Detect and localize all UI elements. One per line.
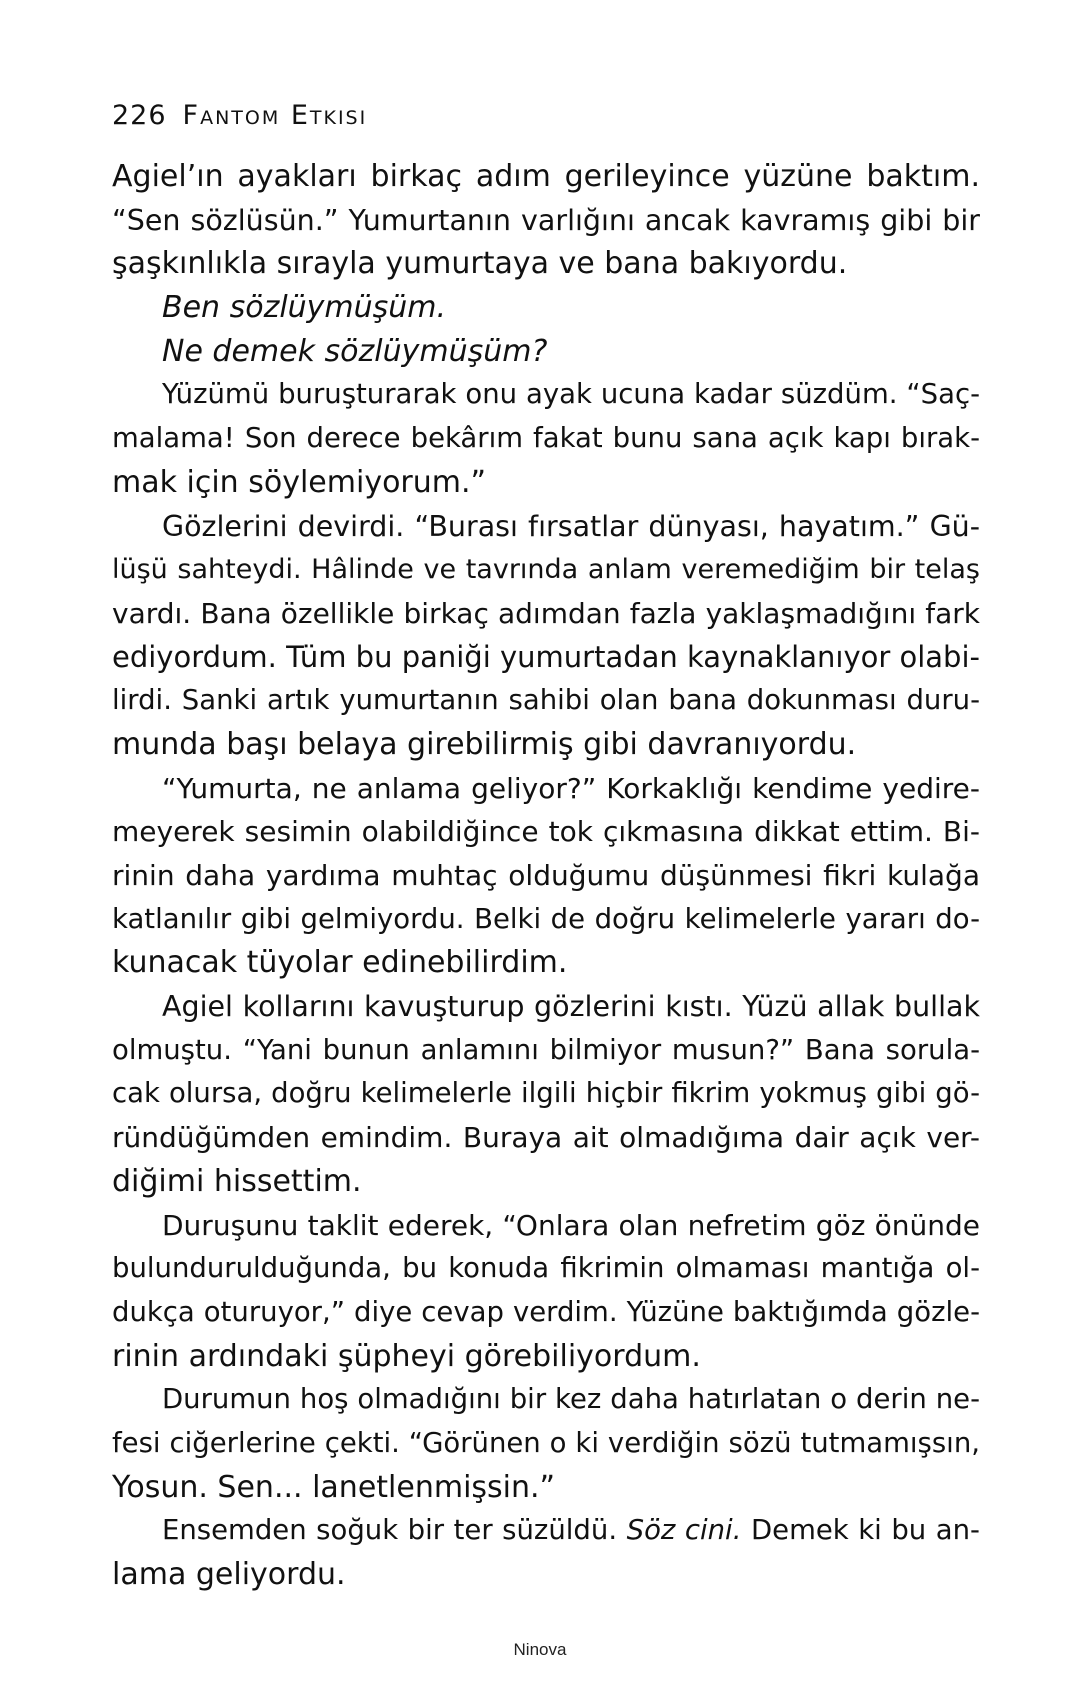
text-line: “Sen sözlüsün.” Yumurtanın varlığını ancak kavramış gibi bir: [112, 203, 980, 237]
text-line: Yosun. Sen... lanetlenmişsin.”: [112, 1469, 556, 1505]
text-line: rinin daha yardıma muhtaç olduğumu düşünmesi fikri kulağa: [112, 859, 980, 892]
text-line: rinin ardındaki şüpheyi görebiliyordum.: [112, 1338, 701, 1374]
book-title: Fantom Etkisi: [182, 100, 368, 131]
text-line: katlanılır gibi gelmiyordu. Belki de doğru kelimelerle yararı do-: [112, 902, 980, 935]
text-line: lüşü sahteydi. Hâlinde ve tavrında anlam veremediğim bir telaş: [112, 554, 980, 586]
text-segment: Ensemden soğuk bir ter süzüldü.: [162, 1514, 627, 1547]
running-head: [112, 100, 367, 131]
text-segment: Demek ki bu an-: [741, 1514, 980, 1547]
text-line: Gözlerini devirdi. “Burası fırsatlar dünyası, hayatım.” Gü-: [162, 509, 980, 543]
text-line: lirdi. Sanki artık yumurtanın sahibi olan bana dokunması duru-: [112, 684, 980, 717]
text-line: vardı. Bana özellikle birkaç adımdan fazla yaklaşmadığını fark: [112, 596, 980, 630]
text-line: Agiel kollarını kavuşturup gözlerini kıstı. Yüzü allak bullak: [162, 990, 980, 1024]
text-line: meyerek sesimin olabildiğince tok çıkmasına dikkat ettim. Bi-: [112, 815, 980, 849]
publisher-footer: Ninova: [513, 1640, 567, 1659]
text-line: lama geliyordu.: [112, 1557, 346, 1592]
text-line: “Yumurta, ne anlama geliyor?” Korkaklığı kendime yedire-: [162, 771, 980, 805]
italic-line: Ne demek sözlüymüşüm?: [162, 333, 548, 369]
text-line: diğimi hissettim.: [112, 1163, 362, 1199]
text-line: bulundurulduğunda, bu konuda fikrimin olmaması mantığa ol-: [112, 1252, 980, 1285]
body-text: [112, 155, 980, 1597]
page-number: 226: [112, 100, 167, 131]
text-line: Durumun hoş olmadığını bir kez daha hatırlatan o derin ne-: [162, 1383, 980, 1416]
text-line: dukça oturuyor,” diye cevap verdim. Yüzüne baktığımda gözle-: [112, 1295, 980, 1328]
text-line: olmuştu. “Yani bunun anlamını bilmiyor musun?” Bana sorula-: [112, 1033, 980, 1066]
text-line: Yüzümü buruşturarak onu ayak ucuna kadar süzdüm. “Saç-: [162, 378, 980, 411]
text-line: cak olursa, doğru kelimelerle ilgili hiçbir fikrim yokmuş gibi gö-: [112, 1077, 980, 1110]
text-line: mak için söylemiyorum.”: [112, 464, 487, 500]
text-line: kunacak tüyolar edinebilirdim.: [112, 945, 568, 981]
text-line: fesi ciğerlerine çekti. “Görünen o ki verdiğin sözü tutmamışsın,: [112, 1426, 980, 1459]
text-line: munda başı belaya girebilirmiş gibi davranıyordu.: [112, 726, 857, 762]
italic-term: Söz cini.: [626, 1514, 742, 1547]
text-line: ründüğümden emindim. Buraya ait olmadığıma dair açık ver-: [112, 1121, 980, 1155]
text-line: Duruşunu taklit ederek, “Onlara olan nefretim göz önünde: [162, 1208, 980, 1242]
text-line: Agiel’ın ayakları birkaç adım gerileyince yüzüne baktım.: [112, 159, 980, 194]
italic-line: Ben sözlüymüşüm.: [162, 290, 447, 326]
text-line-mixed: [112, 1509, 980, 1553]
text-line: şaşkınlıkla sırayla yumurtaya ve bana bakıyordu.: [112, 246, 848, 282]
text-line: malama! Son derece bekârım fakat bunu sana açık kapı bırak-: [112, 422, 980, 455]
text-line: ediyordum. Tüm bu paniği yumurtadan kaynaklanıyor olabi-: [112, 639, 980, 674]
